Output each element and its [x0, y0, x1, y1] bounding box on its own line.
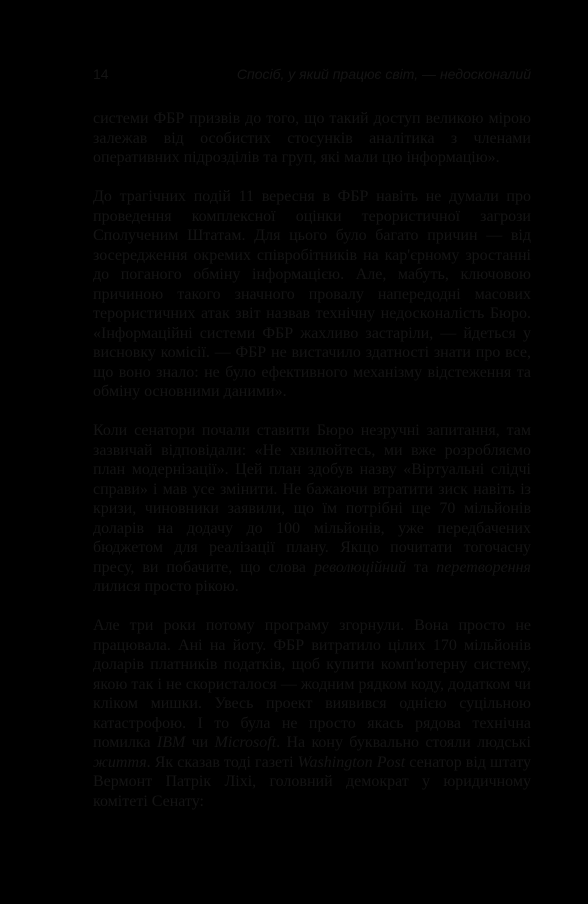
text-span: сенатор від штату Вермонт Патрік Ліхі, головний демократ у юридичному комітеті Сенату:	[93, 753, 532, 810]
italic-term: життя	[93, 753, 147, 771]
running-header	[93, 66, 531, 86]
text-span: Але три роки потому програму згорнули. Вона просто не працювала. Ані на йоту. ФБР витратило цілих 170 мільйонів доларів платників податків, щоб купити комп'ютерну систему, якою так і не скористалося — жодним рядком коду, додатком чи кліком мишки. Увесь проект виявився однією суцільною катастрофою. І то була не просто якась рядова технічна помилка	[93, 617, 531, 751]
text-span: лилися просто рікою.	[93, 578, 239, 595]
italic-term: перетворення	[436, 558, 531, 576]
text-span: Коли сенатори почали ставити Бюро незручні запитання, там зазвичай відповідали: «Не хвилюйтесь, ми вже розробляємо план модернізації». Цей план здобув назву «Віртуальні слідчі справи» і мав усе змінити. Не бажаючи втратити зиск навіть із кризи, чиновники заявили, що їм потрібні ще 70 мільйонів доларів на додачу до 100 мільйонів, уже передбачених бюджетом для реалізації плану. Якщо почитати тогочасну пресу, ви побачите, що слова	[93, 422, 531, 576]
italic-term: Washington Post	[297, 753, 406, 771]
text-span: . На кону буквально стояли людські	[276, 734, 532, 751]
body-text	[93, 109, 531, 831]
italic-term: IBM	[156, 734, 186, 751]
running-title: Спосіб, у який працює світ, — недосконалий	[236, 66, 531, 82]
italic-term: Microsoft	[214, 734, 277, 751]
text-span: . Як сказав тоді газеті	[146, 753, 298, 771]
paragraph-2	[93, 187, 531, 402]
italic-term: революційний	[314, 558, 407, 576]
page-number: 14	[93, 66, 109, 82]
text-span: До трагічних подій 11 вересня в ФБР навіть не думали про проведення комплексної оцінки терористичної загрози Сполученим Штатам. Для цього було багато причин — від зосередження окремих співробітників на кар'єрному зростанні до поганого обміну інформацією. Але, мабуть, ключовою причиною такого значного провалу напередодні масових терористичних атак звіт назвав технічну недосконалість Бюро. «Інформаційні системи ФБР жахливо застаріли, — йдеться у висновку комісії. — ФБР не вистачило здатності знати про все, що воно знало: не було ефективного механізму відстеження та обміну основними даними».	[93, 188, 531, 400]
paragraph-1	[93, 109, 531, 168]
text-span: чи	[185, 734, 215, 751]
text-span: системи ФБР призвів до того, що такий доступ великою мірою залежав від особистих стосунків аналітика з членами оперативних підрозділів та груп, які мали цю інформацію».	[93, 110, 531, 166]
paragraph-4	[93, 616, 531, 811]
text-span: та	[406, 558, 437, 576]
paragraph-3	[93, 421, 531, 597]
